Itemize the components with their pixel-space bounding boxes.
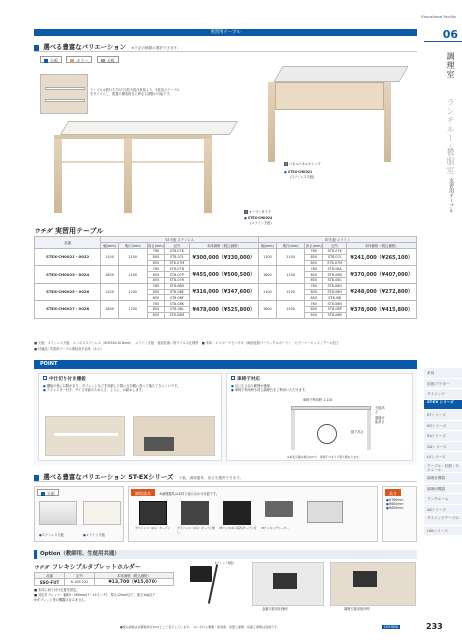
cell-price-r: ¥378,000（¥415,800） [347,301,417,318]
cell-height-r: 800 [305,289,323,295]
point-left-bullet-2: ● アジャスター付き、サイズ可能のため入る、ように、お勧めします。 [43,388,145,393]
point-right-bullet-1: ● 足に広さ余り範囲が確保。 [231,384,274,388]
cell-mark: ST8-08E [165,289,189,295]
cell-mark-r: ST8-08H [323,289,347,295]
wheelchair-diagram [287,398,387,454]
square-bullet-icon [34,45,39,51]
cell-code: STEX-CH0027・0028 [35,301,101,318]
table-row [35,301,417,307]
cell-height-r: 760 [305,249,323,255]
cell-height: 850 [147,277,165,283]
point-left-title: 中仕切り付き棚板 [39,374,221,384]
caption-tablet: タブレット類別 [214,561,234,565]
cell-mark-r: ST8-08P [323,306,347,312]
cell-depth-r: 1200 [276,283,305,300]
photo-metal-top [252,562,324,606]
option-note-3: ※タブレット等の機器は含みません。 [34,598,88,602]
cell-height: 850 [147,312,165,318]
option-th-code: 品番 [35,573,65,579]
cell-depth: 1200 [118,301,147,318]
height-850: ●H850mm [386,506,404,511]
appliance-gas-oven [139,501,167,525]
th-mark-r: 記号 [323,243,347,249]
cell-mark: ST8-08K [165,301,189,307]
cell-height: 760 [147,283,165,289]
chip-color[interactable]: カラー [66,56,92,63]
cell-mark-r: ST8-08C [323,277,347,283]
cell-mark-r: ST8-08N [323,301,347,307]
shelf-photo-2 [133,416,215,456]
cell-width: 1800 [101,266,119,283]
side-tab[interactable]: SGシリーズ [424,421,462,432]
point-left-bullet-1: ● 棚板の奥に目隠があり、タブレットなどを収納した際に反対側に誤って落ちてきにくいです。 [43,384,181,388]
label-drawer: 2 パネルパネルキャップ [285,162,321,166]
th-width: 幅(mm) [101,243,119,249]
cell-width-r: 1100 [259,249,277,266]
point-right-title: 車椅子対応 [227,374,412,384]
table-illustration-back [264,66,404,166]
cell-mark: ST8-07L [165,254,189,260]
option-product-title [34,562,141,571]
side-tabs [424,368,462,536]
top-band-title: 実習用テーブル [210,30,241,35]
caption-ih-oven: IHコンロ(2口)電気オーブン付 [219,526,257,530]
height-800: ●H800mm [386,502,404,507]
side-tab[interactable]: STシリーズ [424,410,462,421]
price-table [34,236,417,319]
chip-top[interactable]: 天板 [40,56,62,63]
cell-height-r: 800 [305,272,323,278]
caption-ih: IHクッキングヒーター [261,526,289,530]
cell-height: 760 [147,266,165,272]
cell-width: 1100 [101,249,119,266]
point-section [34,360,417,465]
option-mark: 6-109-222 [65,579,95,586]
dim-label-2: 天板高さ [375,406,385,415]
chapter-label-3: 被服室 [446,148,455,175]
tablet-holder-illustration [182,562,242,610]
cell-width: 1100 [101,283,119,300]
footer-note: ●税込価格は消費税率を10%として表示しています。 ※いずれも運搬・荷造費、設置工事費、設備工事費は別途です。 [120,625,280,629]
cell-price: ¥300,000（¥330,000） [189,249,259,266]
dim-label-1: 車椅子利用時 1,110 [303,398,333,402]
cell-mark: ST8-08D [165,283,189,289]
caption-metal-top: 金属天板用仕様例 [262,607,288,611]
side-tab[interactable]: 収納/アウター [424,379,462,390]
cell-height: 800 [147,254,165,260]
side-tab[interactable]: SAシリーズ [424,431,462,442]
cell-depth-r: 1200 [276,301,305,318]
variation-chips [40,56,122,63]
table-row [35,249,417,255]
caption-melamine: ●メラミン天板 [83,533,105,537]
point-right-bullet-2: ● 車椅子利用時も同じ調理台をご利用いただけます。 [231,388,308,393]
photo-cooking-top [330,562,416,606]
table-row [35,283,417,289]
cell-depth: 1100 [118,266,147,283]
cell-mark: ST8-08M [165,312,189,318]
cell-depth: 1100 [118,249,147,266]
side-column [424,28,462,628]
chip-top-2[interactable]: 天板 [97,56,119,63]
cell-mark-r: ST8-07K [323,249,347,255]
section-label: Educational Facility [421,15,456,19]
height-760: ●H760mm [386,498,404,502]
caption-stainless: ●ステンレス天板 [39,533,64,537]
cell-mark: ST8-07N [165,266,189,272]
cell-price-r: ¥248,000（¥272,800） [347,283,417,300]
side-tab[interactable]: テーブル・収納・モジュール [424,463,462,474]
cell-code: STEX-CH0021・0022 [35,249,101,266]
th-height-r: 高さ(mm) [305,244,322,248]
chapter-number: 06 [424,28,462,42]
dim-label-3: 通過可能高さ [375,416,385,425]
side-tab[interactable]: ダイニングテーブル [424,515,462,526]
cell-price: ¥455,000（¥500,500） [189,266,259,283]
caption-cooking-top: 調理天板用取付例 [344,607,370,611]
cell-height-r: 800 [305,306,323,312]
option-th-price: 本体価格（税込価格） [95,573,174,579]
cell-depth-r: 1100 [276,249,305,266]
label-code-b-sub: (メラミン天板) [250,221,272,225]
cell-height: 850 [147,260,165,266]
cell-price: ¥316,000（¥347,600） [189,283,259,300]
side-tab[interactable]: 調理室機器 [424,473,462,484]
cell-mark: ST8-08L [165,306,189,312]
th-group-left: ST天板 ステンレス [101,237,259,243]
variation-title: 選べる豊富なバリエーション [43,43,126,51]
cell-price: ¥478,000（¥525,800） [189,301,259,318]
cell-height: 760 [147,301,165,307]
th-price: 本体価格（税込価格） [189,243,259,249]
caption-gas: ガスコンロ（2口）オーブン無し [177,526,215,534]
sample-stainless [39,501,77,525]
th-width-r: 幅(mm) [259,243,277,249]
cell-mark-r: ST8-07L [323,254,347,260]
side-tab[interactable]: ダイニング [424,389,462,400]
chapter-sub-label: 実習用テーブル [448,178,454,213]
cell-depth-r: 1100 [276,266,305,283]
sample-melamine [83,501,121,525]
th-height: 高さ(mm) [147,244,164,248]
side-tab[interactable]: ランチルーム [424,494,462,505]
table-note-2: ■ 付属品: 実習用テーブル連結用手前具（ネジ） [34,347,104,351]
cell-code: STEX-CH0025・0026 [35,283,101,300]
page-number: 233 [426,622,443,631]
th-depth: 奥行(mm) [118,243,147,249]
cell-height-r: 850 [305,277,323,283]
cell-mark-r: ST8-07M [323,260,347,266]
product-name: 実習用テーブル [54,227,104,235]
cell-height-r: 800 [305,254,323,260]
side-tab[interactable]: AKシリーズ [424,505,462,516]
cell-height: 850 [147,295,165,301]
cell-price-r: ¥370,000（¥407,000） [347,266,417,283]
appliance-chip-row [131,489,375,496]
caption-gas-oven: ガスコンロ（2口）オーブン [135,526,171,530]
cell-height-r: 760 [305,283,323,289]
cell-width-r: 1800 [259,301,277,318]
cell-mark: ST8-08F [165,295,189,301]
th-depth-r: 奥行(mm) [276,243,305,249]
cell-mark-r: ST8-08G [323,283,347,289]
side-tab[interactable]: 調理用機器 [424,484,462,495]
option-name: フレキシブルタブレットホルダー [52,564,141,571]
brand-logo: ウチダ [34,228,52,235]
option-note-1: ■ 本体に取り付け位置を固定。 [34,588,80,592]
cell-height: 760 [147,249,165,255]
chip-appliance[interactable]: 調理器具 [131,489,155,496]
chip-height[interactable]: 高さ [385,489,401,496]
cell-mark-r: ST8-08A [323,266,347,272]
cell-width-r: 1800 [259,266,277,283]
variation-heading [34,42,417,52]
option-heading [34,550,417,559]
callout-text: テーブルは着行き方向で2枚天板/1枚板より、2枚組みテーブルをタイプとし、配置の構造相互に異なる調整が可能です。 [90,88,180,97]
cell-mark: ST8-07M [165,260,189,266]
cell-depth: 1200 [118,283,147,300]
hero-illustration [34,66,417,226]
footer-brand: UCHIDA [384,625,399,629]
th-mark: 記号 [165,243,189,249]
chapter-label-2: ランチルーム [446,98,455,152]
cell-height-r: 760 [305,266,323,272]
chapter-label-1: 調理室 [446,52,455,79]
point-label: POINT [34,360,417,369]
table-note-1: ■ 天板：ステンレス天板 エンボスステンレス（SUS304 t0.8mm） メラミン天板 表面抗菌／防ウイルス仕様等 ■ 本体：エコボードビニサキ（両面化粧パーティクルボード）、セブンシーエッジ／アール加工 [34,341,339,345]
option-price: ¥13,700（¥15,070） [95,579,174,586]
cell-height: 800 [147,272,165,278]
variation2-sub: 天板、調理器具、高さを選択できます。 [178,476,244,480]
cell-height: 800 [147,306,165,312]
cell-mark-r: ST8-08B [323,272,347,278]
th-group-right: ST天板 メラミン [259,237,417,243]
option-brand: ウチダ [34,565,49,571]
cell-mark-r: ST8-08R [323,312,347,318]
appliance-extra [307,501,343,523]
cell-height-r: 850 [305,312,323,318]
th-price-r: 本体価格（税込価格） [347,243,417,249]
table-illustration-front [54,121,234,221]
dim-note: ※本表示値の単位mmで、車椅子のサイズ等で異なります。 [287,455,362,459]
square-bullet-icon [34,475,39,481]
side-tab[interactable]: 家庭 [424,368,462,379]
product-title [34,226,103,236]
cell-mark: ST8-07R [165,277,189,283]
appliance-ih [265,501,293,517]
cell-width-r: 1100 [259,283,277,300]
option-title: Option（教師用、生徒用共通） [40,551,120,557]
top-band [34,29,417,36]
appliance-ih-oven [223,501,251,525]
variation2-body [34,486,417,542]
chip-top-variation[interactable]: 天板 [37,489,59,496]
variation2-heading [34,472,417,482]
shelf-photo-1 [45,416,125,456]
cell-code: STEX-CH0023・0024 [35,266,101,283]
dim-label-4: 膝下高さ [351,430,364,434]
side-tab[interactable]: LSKシリーズ [424,526,462,537]
option-price-table [34,572,174,586]
cell-price-r: ¥241,000（¥265,100） [347,249,417,266]
side-tab[interactable]: GAシリーズ [424,442,462,453]
cell-height-r: 850 [305,295,323,301]
cell-height: 800 [147,289,165,295]
table-row [35,266,417,272]
option-note-2: ■ 対応タブレット：幅80～260mm(7～14インチ)、厚さ12mm以下、重さ1kg以下 [34,593,156,597]
side-tab-active[interactable]: ST-EX シリーズ [424,400,462,411]
label-open: 1 オープンタイプ [245,210,271,214]
label-code-a-sub: (ステンレス天板) [290,175,315,179]
cell-height-r: 760 [305,301,323,307]
variation-sub: ※下記の種類の選択できます。 [131,46,181,50]
label-code-a: ● STEX-CHK021 [284,170,313,174]
appliance-gas [181,501,209,525]
option-th-mark: 記号 [65,573,95,579]
cell-mark: ST8-07K [165,249,189,255]
variation2-title: 選べる豊富なバリエーション ST-EXシリーズ [43,473,174,481]
drawer-zoom-illustration [40,74,88,114]
cell-height-r: 850 [305,260,323,266]
option-code: SSO-FUT [35,579,65,586]
th-code: 品番 [35,237,101,249]
label-code-b: ● STEX-CHK024 [244,216,273,220]
cell-mark-r: ST8-08J [323,295,347,301]
cell-mark: ST8-07P [165,272,189,278]
side-tab[interactable]: LSシリーズ [424,452,462,463]
appliance-note: ※調理器具は本体と組み合わせ可能です。 [159,492,220,496]
cell-width: 1800 [101,301,119,318]
